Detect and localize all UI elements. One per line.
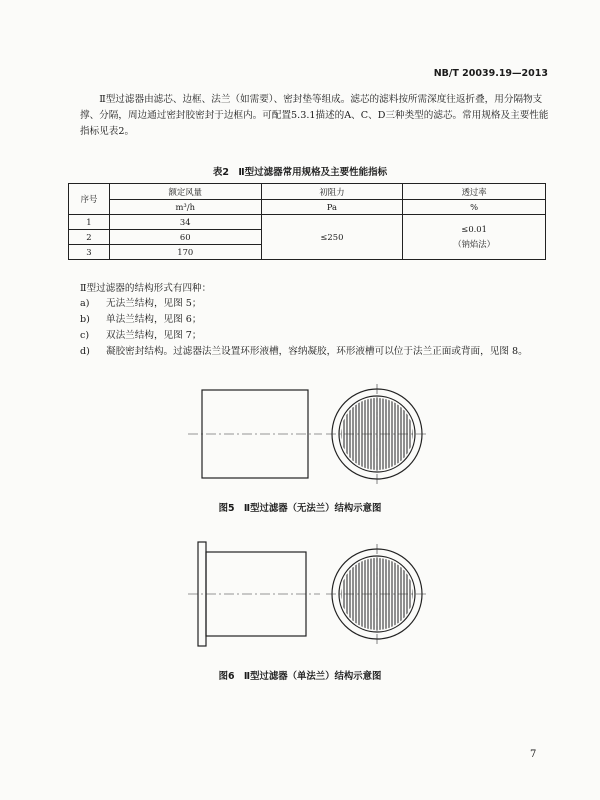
figure-6-drawing [180, 540, 430, 652]
figure-5-caption: 图5 Ⅱ型过滤器（无法兰）结构示意图 [218, 503, 382, 514]
row-airflow: 34 [109, 215, 261, 230]
header-index: 序号 [69, 184, 110, 215]
header-airflow: 额定风量 [109, 184, 261, 200]
list-item [80, 296, 550, 312]
list-item [80, 312, 550, 328]
page-number: 7 [530, 749, 537, 760]
penetration-method: （钠焰法） [453, 239, 496, 249]
fig6-front-view [326, 540, 428, 652]
resistance-value: ≤250 [261, 215, 403, 260]
list-marker: d) [80, 346, 90, 357]
header-resistance: 初阻力 [261, 184, 403, 200]
structure-intro: Ⅱ型过滤器的结构形式有四种： [80, 283, 212, 294]
penetration-cell [403, 215, 546, 260]
intro-paragraph: Ⅱ型过滤器由滤芯、边框、法兰（如需要）、密封垫等组成。滤芯的滤料按所需深度往返折叠，用分隔物支撑、分隔，周边通过密封胶密封于边框内。可配置5.3.1描述的A、C、D三种类型的滤芯。常用规格及主要性能指标见表2。 [80, 94, 549, 137]
list-item [80, 344, 550, 360]
list-marker: a) [80, 298, 90, 309]
fig5-front-view [326, 382, 428, 494]
header-penetration-unit: % [403, 200, 546, 215]
list-marker: b) [80, 314, 90, 325]
table-row [69, 215, 546, 230]
row-airflow: 60 [109, 230, 261, 245]
header-resistance-unit: Pa [261, 200, 403, 215]
header-airflow-unit: m³/h [109, 200, 261, 215]
row-airflow: 170 [109, 245, 261, 260]
structure-list [80, 296, 550, 360]
list-text: 双法兰结构，见图 7； [106, 330, 202, 341]
list-text: 凝胶密封结构。过滤器法兰设置环形液槽，容纳凝胶，环形液槽可以位于法兰正面或背面，见图 8。 [106, 346, 528, 357]
list-text: 无法兰结构，见图 5； [106, 298, 202, 309]
penetration-value: ≤0.01 [461, 224, 487, 234]
row-index: 1 [69, 215, 110, 230]
list-text: 单法兰结构，见图 6； [106, 314, 202, 325]
header-penetration: 透过率 [403, 184, 546, 200]
table-title: 表2 Ⅱ型过滤器常用规格及主要性能指标 [212, 167, 388, 178]
figure-5-drawing [180, 382, 430, 494]
figure-6-caption: 图6 Ⅱ型过滤器（单法兰）结构示意图 [218, 671, 382, 682]
row-index: 2 [69, 230, 110, 245]
spec-table [68, 183, 546, 260]
list-marker: c) [80, 330, 90, 341]
row-index: 3 [69, 245, 110, 260]
list-item [80, 328, 550, 344]
standard-code: NB/T 20039.19—2013 [433, 68, 548, 79]
